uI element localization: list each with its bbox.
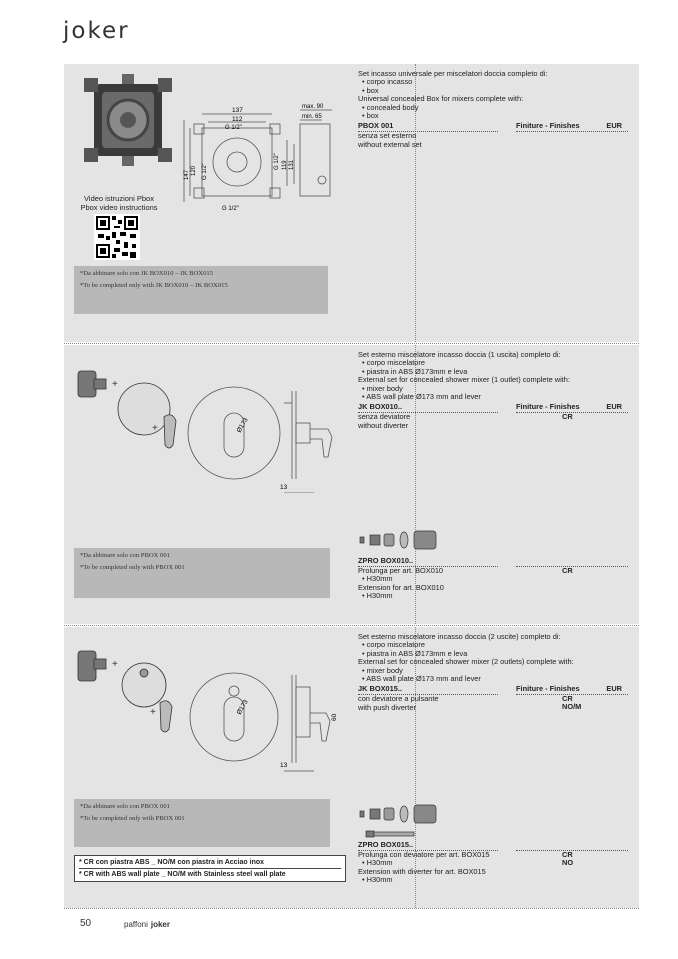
product-code: PBOX 001 xyxy=(358,121,394,131)
section-divider xyxy=(64,343,639,344)
dim-diameter: Ø173 xyxy=(235,698,250,716)
dim-120: 120 xyxy=(191,165,197,176)
extension-en-bullet: • H30mm xyxy=(358,876,634,884)
description-line: Set incasso universale per miscelatori doccia completo di: xyxy=(358,69,548,78)
pbox-product-image xyxy=(82,74,177,169)
page-number: 50 xyxy=(80,918,92,929)
footer-brand xyxy=(124,920,170,929)
extension-details xyxy=(358,851,634,885)
description-line: Set esterno miscelatore incasso doccia (2 uscite) completo di: xyxy=(358,632,561,641)
extension-en-bullet: • H30mm xyxy=(358,592,634,600)
extension-block xyxy=(358,841,634,885)
variant-row xyxy=(358,132,634,149)
brand-series: joker xyxy=(150,920,170,929)
svg-text:+: + xyxy=(112,659,118,670)
dim-g-right: G 1/2" xyxy=(274,153,280,170)
product-section-pbox xyxy=(64,64,639,342)
extension-en: Extension with diverter for art. BOX015 xyxy=(358,866,486,876)
description-line: • corpo incasso xyxy=(358,78,634,86)
dim-g-left: G 1/2" xyxy=(202,163,208,180)
eur-label: EUR xyxy=(606,402,622,412)
section-images xyxy=(64,627,351,908)
section-description xyxy=(358,70,634,149)
variant-en: with push diverter xyxy=(358,702,416,712)
description-line: • corpo miscelatore xyxy=(358,359,634,367)
section-divider xyxy=(64,908,639,909)
extension-it-bullet: • H30mm xyxy=(358,575,634,583)
description-lines xyxy=(358,70,634,120)
variant-it: con deviatore a pulsante xyxy=(358,694,439,704)
description-lines xyxy=(358,633,634,683)
variant-en: without diverter xyxy=(358,420,409,430)
description-line: • mixer body xyxy=(358,667,634,675)
box010-exploded-image xyxy=(72,357,192,457)
variant-en: without external set xyxy=(358,139,422,149)
description-lines xyxy=(358,351,634,401)
extension-it: Prolunga per art. BOX010 xyxy=(358,566,444,575)
finishes-label: Finiture - Finishes xyxy=(516,684,580,694)
svg-text:+: + xyxy=(150,707,156,718)
dim-60: 60 xyxy=(331,713,338,721)
description-line: External set for concealed shower mixer (2 outlets) complete with: xyxy=(358,657,574,667)
box015-exploded-image xyxy=(72,637,192,737)
extension-image xyxy=(358,529,448,551)
pbox-technical-drawing xyxy=(182,100,352,212)
compatibility-note xyxy=(74,266,328,314)
compatibility-note xyxy=(74,799,330,847)
variant-row xyxy=(358,413,634,430)
finish-note-it: * CR con piastra ABS _ NO/M con piastra in Acciao inox xyxy=(79,857,341,869)
extension-finish-2: NO xyxy=(562,858,574,867)
description-line: • corpo miscelatore xyxy=(358,641,634,649)
description-line: • piastra in ABS Ø173mm e leva xyxy=(358,368,634,376)
note-en: *To be completed only with PBOX 001 xyxy=(80,815,185,822)
product-section-jk-box010 xyxy=(64,345,639,624)
dim-119: 119 xyxy=(282,160,288,170)
finish-note-en: * CR with ABS wall plate _ NO/M with Stainless steel wall plate xyxy=(79,871,286,878)
dim-131: 131 xyxy=(289,159,295,170)
box015-technical-drawing xyxy=(184,667,352,777)
variant-finish-2: NO/M xyxy=(562,702,582,712)
description-line: • ABS wall plate Ø173 mm and lever xyxy=(358,393,634,401)
dim-min65: min. 65 xyxy=(302,114,322,120)
finishes-label: Finiture - Finishes xyxy=(516,402,580,412)
note-en: *To be completed only with PBOX 001 xyxy=(80,564,185,571)
extension-block xyxy=(358,557,634,601)
dim-112: 112 xyxy=(232,116,243,123)
extension-it-bullet: • H30mm xyxy=(358,859,634,867)
extension-en: Extension for art. BOX010 xyxy=(358,582,444,592)
finish-plate-note xyxy=(74,855,346,882)
section-description xyxy=(358,632,634,885)
video-label-en: Pbox video instructions xyxy=(80,203,158,212)
eur-label: EUR xyxy=(606,684,622,694)
description-line: • concealed body xyxy=(358,104,634,112)
dim-diameter: Ø173 xyxy=(235,416,250,434)
description-line: External set for concealed shower mixer (1 outlet) complete with: xyxy=(358,375,570,385)
extension-finish-1: CR xyxy=(562,850,573,859)
dim-13: 13 xyxy=(280,762,288,769)
dim-137: 137 xyxy=(232,107,243,114)
page-title: joker xyxy=(63,18,130,44)
section-images xyxy=(64,345,351,624)
variant-row xyxy=(358,695,634,712)
note-it: *Da abbinare solo con PBOX 001 xyxy=(80,803,170,810)
variant-finish: CR xyxy=(562,412,573,422)
product-code: JK BOX015.. xyxy=(358,684,402,694)
description-line: • box xyxy=(358,112,634,120)
section-description xyxy=(358,350,634,601)
description-line: • box xyxy=(358,87,634,95)
variant-finish-1: CR xyxy=(562,694,573,704)
qr-code[interactable] xyxy=(94,214,140,260)
extension-finish: CR xyxy=(562,566,573,575)
dim-g-bottom: G 1/2" xyxy=(222,206,239,212)
dim-max90: max. 90 xyxy=(302,104,324,110)
section-images xyxy=(64,64,351,342)
compatibility-note xyxy=(74,548,330,598)
product-section-jk-box015 xyxy=(64,627,639,908)
variant-it: senza deviatore xyxy=(358,412,411,422)
finishes-label: Finiture - Finishes xyxy=(516,121,580,131)
extension-code: ZPRO BOX015.. xyxy=(358,840,414,849)
svg-text:+: + xyxy=(112,379,118,390)
extension-it: Prolunga con deviatore per art. BOX015 xyxy=(358,850,490,859)
description-line: • ABS wall plate Ø173 mm and lever xyxy=(358,675,634,683)
section-divider xyxy=(64,625,639,626)
description-line: Universal concealed Box for mixers complete with: xyxy=(358,94,524,104)
extension-details xyxy=(358,567,634,601)
note-en: *To be completed only with JK BOX010 – JK BOX015 xyxy=(80,282,228,289)
brand-name: paffoni xyxy=(124,920,148,929)
description-line: Set esterno miscelatore incasso doccia (1 uscita) completo di: xyxy=(358,350,561,359)
extension-image xyxy=(358,803,448,839)
product-code: JK BOX010.. xyxy=(358,402,402,412)
note-it: *Da abbinare solo con PBOX 001 xyxy=(80,552,170,559)
description-line: • piastra in ABS Ø173mm e leva xyxy=(358,650,634,658)
dim-147: 147 xyxy=(184,169,190,180)
dim-g-top: G 1/2" xyxy=(225,125,242,131)
video-label-it: Video istruzioni Pbox xyxy=(84,194,154,203)
description-line: • mixer body xyxy=(358,385,634,393)
variant-it: senza set esterno xyxy=(358,131,417,141)
box010-technical-drawing xyxy=(184,383,352,493)
note-it: *Da abbinare solo con JK BOX010 – JK BOX015 xyxy=(80,270,213,277)
dim-13: 13 xyxy=(280,484,288,491)
eur-label: EUR xyxy=(606,121,622,131)
svg-text:+: + xyxy=(152,423,158,434)
video-instructions-label xyxy=(72,194,166,212)
extension-code: ZPRO BOX010.. xyxy=(358,556,414,565)
